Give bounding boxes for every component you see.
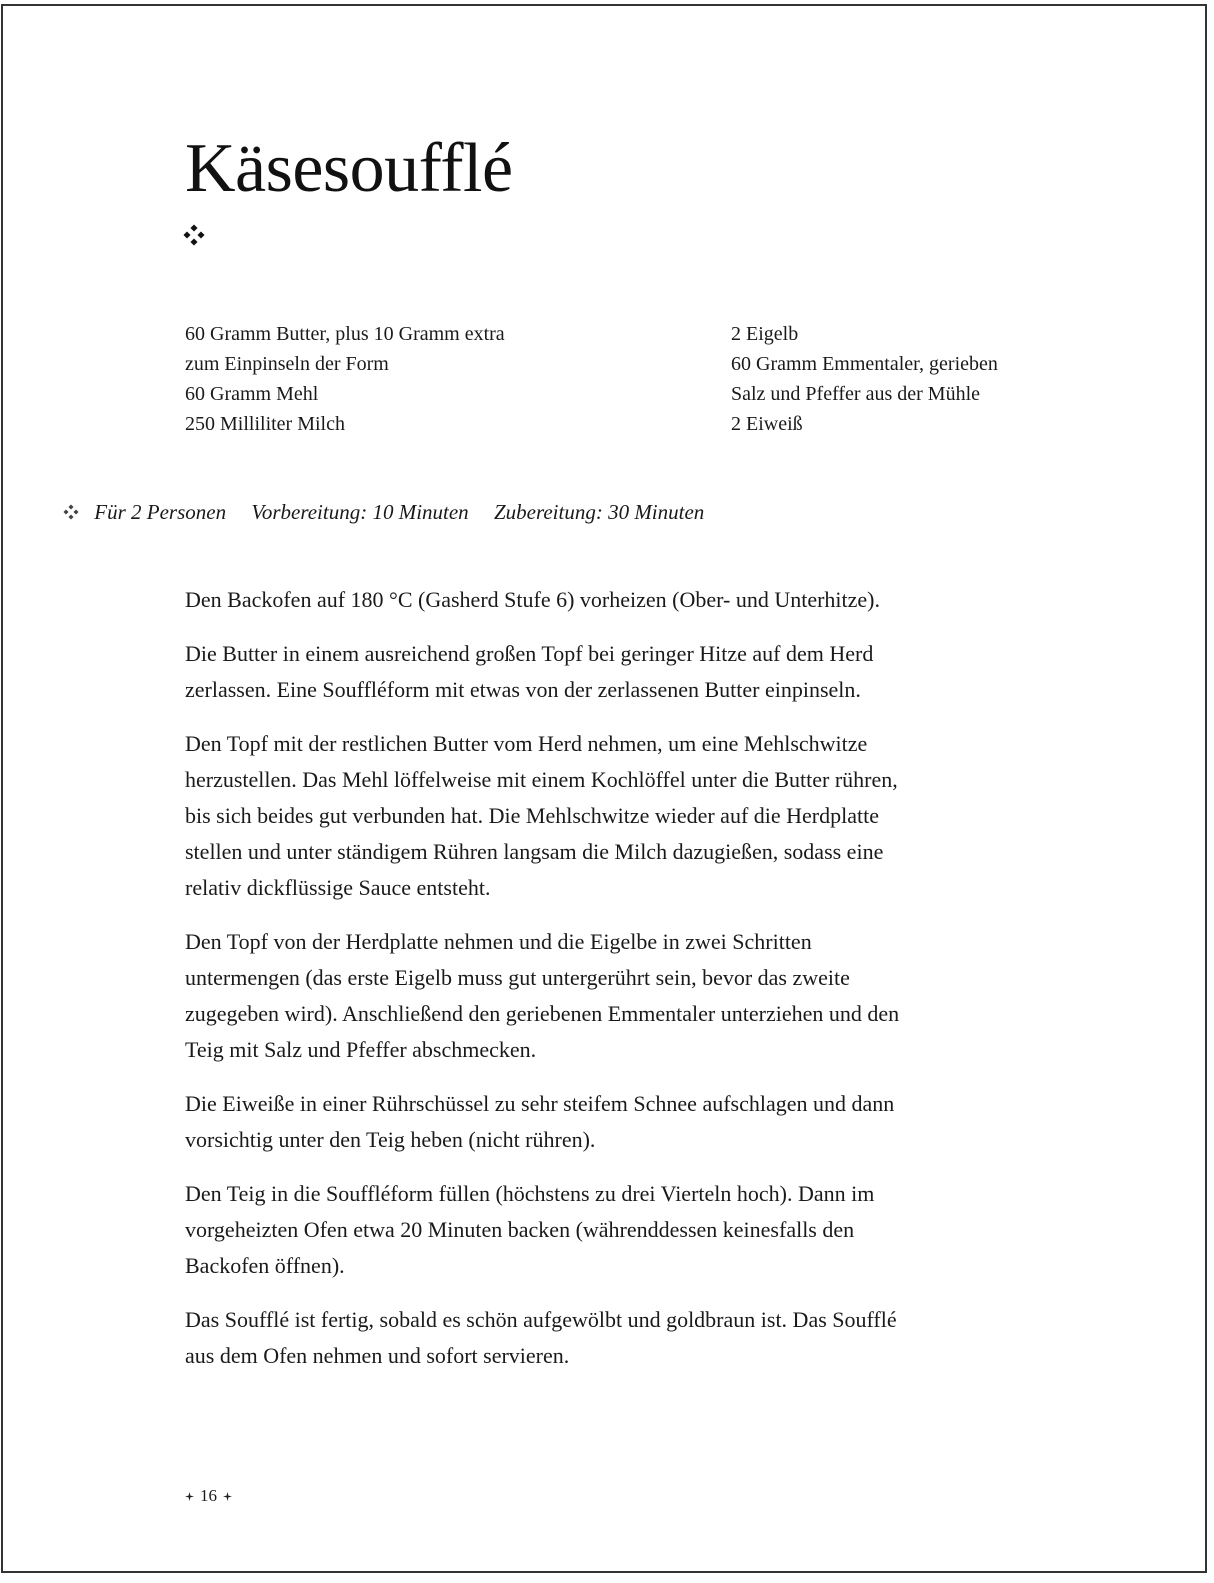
- instruction-paragraph: Die Butter in einem ausreichend großen Topf bei geringer Hitze auf dem Herd zerlassen. Eine Souffléform mit etwas von der zerlassenen Butter einpinseln.: [185, 641, 874, 702]
- instruction-paragraph: Das Soufflé ist fertig, sobald es schön aufgewölbt und goldbraun ist. Das Soufflé aus dem Ofen nehmen und sofort servieren.: [185, 1307, 897, 1368]
- diamond-ornament-icon: [63, 504, 79, 520]
- diamond-ornament-icon: [183, 224, 205, 246]
- prep-time-text: Vorbereitung: 10 Minuten: [251, 500, 469, 524]
- recipe-meta-line: [63, 497, 724, 527]
- instruction-paragraph: Die Eiweiße in einer Rührschüssel zu sehr steifem Schnee aufschlagen und dann vorsichtig unter den Teig heben (nicht rühren).: [185, 1091, 895, 1152]
- instruction-paragraph: Den Topf von der Herdplatte nehmen und die Eigelbe in zwei Schritten untermengen (das erste Eigelb muss gut untergerührt sein, bevor das zweite zugegeben wird). Anschließend den geriebenen Emmentaler unterziehen und den Teig mit Salz und Pfeffer abschmecken.: [185, 929, 900, 1062]
- servings-text: Für 2 Personen: [94, 500, 227, 524]
- page-footer: [185, 1486, 232, 1506]
- ingredient-line: 2 Eiweiß: [731, 413, 803, 435]
- cook-time-text: Zubereitung: 30 Minuten: [493, 500, 705, 524]
- book-page: [1, 4, 1207, 1573]
- ingredient-line: Salz und Pfeffer aus der Mühle: [731, 383, 981, 405]
- star-ornament-icon: [223, 1492, 232, 1501]
- instruction-paragraph: Den Topf mit der restlichen Butter vom Herd nehmen, um eine Mehlschwitze herzustellen. Das Mehl löffelweise mit einem Kochlöffel unter die Butter rühren, bis sich beides gut verbunden hat. Die Mehlschwitze wieder auf die Herdplatte stellen und unter ständigem Rühren langsam die Milch dazugießen, sodass eine relativ dickflüssige Sauce entsteht.: [185, 731, 898, 900]
- recipe-instructions: [185, 582, 905, 1392]
- ingredient-line: 2 Eigelb: [731, 323, 799, 345]
- ingredients-right-column: [731, 319, 1171, 439]
- recipe-title: Käsesoufflé: [185, 130, 513, 207]
- ingredient-line: 250 Milliliter Milch: [185, 413, 345, 435]
- ingredient-line: 60 Gramm Butter, plus 10 Gramm extra: [185, 323, 505, 345]
- ingredient-line: 60 Gramm Mehl: [185, 383, 319, 405]
- star-ornament-icon: [185, 1492, 194, 1501]
- instruction-paragraph: Den Backofen auf 180 °C (Gasherd Stufe 6) vorheizen (Ober- und Unterhitze).: [185, 587, 880, 612]
- instruction-paragraph: Den Teig in die Souffléform füllen (höchstens zu drei Vierteln hoch). Dann im vorgeheizten Ofen etwa 20 Minuten backen (währenddessen keinesfalls den Backofen öffnen).: [185, 1181, 875, 1278]
- page-number: 16: [200, 1486, 217, 1505]
- ingredient-line: 60 Gramm Emmentaler, gerieben: [731, 353, 998, 375]
- ingredient-line: zum Einpinseln der Form: [185, 353, 389, 375]
- ingredients-left-column: [185, 319, 665, 439]
